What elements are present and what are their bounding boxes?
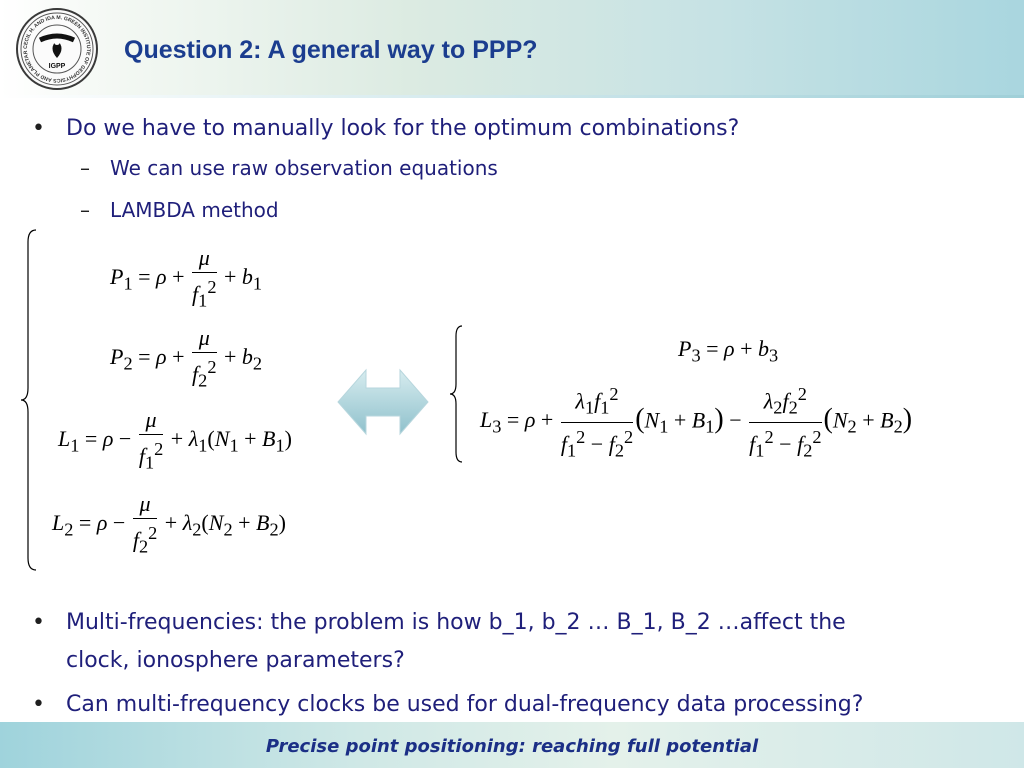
bullet-text: Multi-frequencies: the problem is how b_1, b_2 … B_1, B_2 …affect the: [66, 610, 846, 635]
svg-text:IGPP: IGPP: [48, 63, 66, 70]
equation-l3: $L_3 = \rho$ + $\frac{\lambda_1f_1^2}{f_1^2 - f_2^2}$ $(N_1 + B_1)$ − $\frac{\lambda_2f_2^2}{f_1^2 - f_2^2}$ $(N_2 + B_2)$: [480, 380, 912, 464]
right-system-brace: [448, 324, 468, 466]
double-arrow-icon: [336, 364, 430, 440]
sub-bullet-dash: –: [80, 156, 90, 180]
equation-p3: $P_3 = \rho + b_3$: [678, 336, 779, 366]
sub-bullet-text: LAMBDA method: [110, 198, 279, 222]
bullet-text-continued: clock, ionosphere parameters?: [66, 648, 405, 673]
bullet-dot: •: [32, 116, 45, 141]
bullet-text: Can multi-frequency clocks be used for dual-frequency data processing?: [66, 692, 864, 717]
footer-text: Precise point positioning: reaching full potential: [265, 736, 759, 757]
footer-banner: [0, 722, 1024, 768]
equation-p1-text: $P_1 = \rho$ +: [110, 264, 191, 294]
sub-bullet-dash: –: [80, 198, 90, 222]
equation-l2: $L_2 = \rho$ − $\frac{\mu}{f_2^2}$ + $\lambda_2(N_2 + B_2)$: [52, 491, 286, 557]
svg-text:CECIL H. AND IDA M. GREEN INST: CECIL H. AND IDA M. GREEN INSTITUTE OF GEOPHYSICS AND PLANETAR: [22, 14, 92, 84]
equation-l1: $L_1 = \rho$ − $\frac{\mu}{f_1^2}$ + $\lambda_1(N_1 + B_1)$: [58, 407, 292, 473]
bullet-dot: •: [32, 692, 45, 717]
bullet-dot: •: [32, 610, 45, 635]
equation-p1: $P_1 = \rho$ + $\frac{\mu}{f_1^2}$ + $b_1$: [110, 245, 263, 311]
left-brace: [18, 228, 42, 572]
slide-title: Question 2: A general way to PPP?: [124, 36, 538, 64]
equation-p2: $P_2 = \rho$ + $\frac{\mu}{f_2^2}$ + $b_2$: [110, 325, 263, 391]
igpp-logo: [16, 8, 98, 90]
bullet-text: Do we have to manually look for the optimum combinations?: [66, 116, 740, 141]
sub-bullet-text: We can use raw observation equations: [110, 156, 498, 180]
